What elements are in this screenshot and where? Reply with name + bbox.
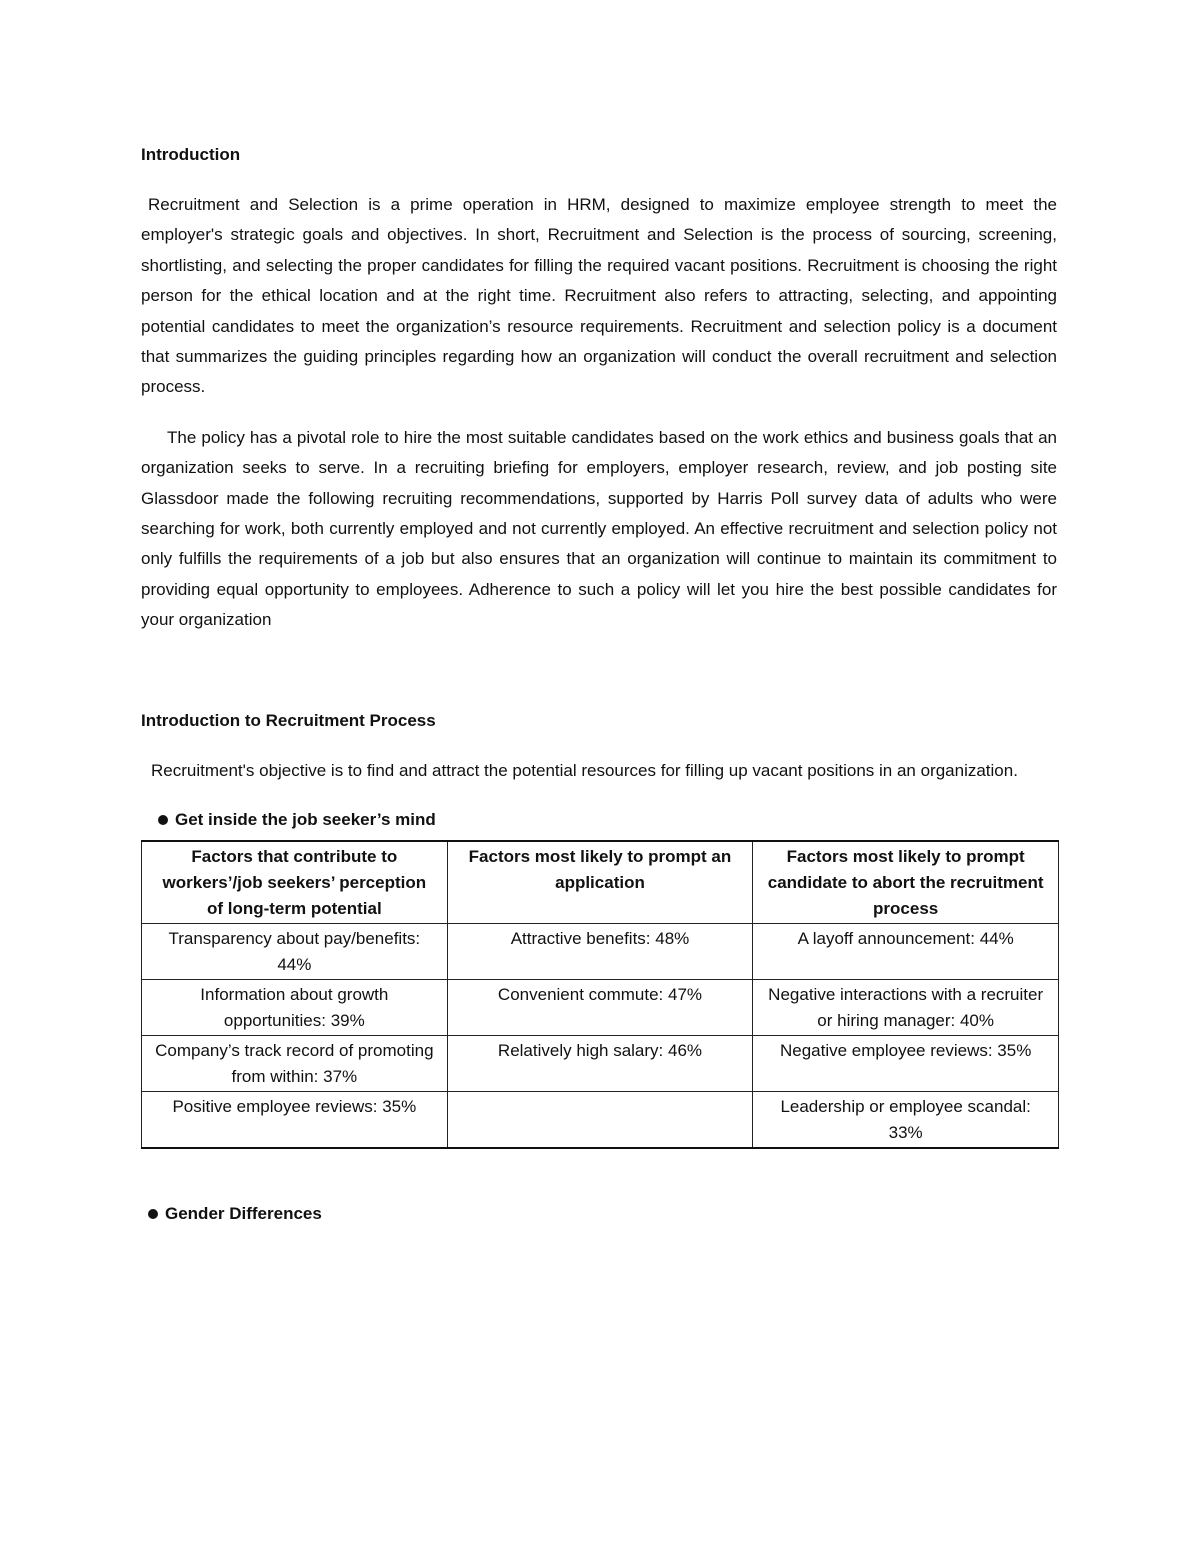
table-header-cell: Factors that contribute to workers’/job seekers’ perception of long-term potential <box>142 841 448 924</box>
table-cell <box>447 1092 753 1149</box>
bullet-label: Get inside the job seeker’s mind <box>175 810 436 830</box>
table-header-cell: Factors most likely to prompt an application <box>447 841 753 924</box>
bullet-dot-icon <box>148 1209 158 1219</box>
intro-paragraph-2: The policy has a pivotal role to hire the most suitable candidates based on the work ethics and business goals that an organization seeks to serve. In a recruiting briefing for employers, employer research, review, and job posting site Glassdoor made the following recruiting recommendations, supported by Harris Poll survey data of adults who were searching for work, both currently employed and not currently employed. An effective recruitment and selection policy not only fulfills the requirements of a job but also ensures that an organization will continue to maintain its commitment to providing equal opportunity to employees. Adherence to such a policy will let you hire the best possible candidates for your organization <box>141 427 1057 630</box>
table-row <box>142 924 1059 980</box>
bullet-label: Gender Differences <box>165 1204 322 1224</box>
table-cell: Negative employee reviews: 35% <box>753 1036 1059 1092</box>
table-row <box>142 1036 1059 1092</box>
table-cell: Company’s track record of promoting from within: 37% <box>142 1036 448 1092</box>
table-cell: Leadership or employee scandal: 33% <box>753 1092 1059 1149</box>
recruitment-process-heading: Introduction to Recruitment Process <box>141 710 436 730</box>
bullet-gender-differences <box>141 1199 1057 1229</box>
table-cell: Positive employee reviews: 35% <box>142 1092 448 1149</box>
intro-heading: Introduction <box>141 145 241 164</box>
table-header-row <box>142 841 1059 924</box>
table-cell: A layoff announcement: 44% <box>753 924 1059 980</box>
table-cell: Transparency about pay/benefits: 44% <box>142 924 448 980</box>
factors-table <box>141 840 1059 1149</box>
table-cell: Negative interactions with a recruiter or hiring manager: 40% <box>753 980 1059 1036</box>
table-row <box>142 1092 1059 1149</box>
intro-paragraph-1: Recruitment and Selection is a prime operation in HRM, designed to maximize employee strength to meet the employer's strategic goals and objectives. In short, Recruitment and Selection is the process of sourcing, screening, shortlisting, and selecting the proper candidates for filling the required vacant positions. Recruitment is choosing the right person for the ethical location and at the right time. Recruitment also refers to attracting, selecting, and appointing potential candidates to meet the organization’s resource requirements. Recruitment and selection policy is a document that summarizes the guiding principles regarding how an organization will conduct the overall recruitment and selection process. <box>141 195 1057 397</box>
table-cell: Relatively high salary: 46% <box>447 1036 753 1092</box>
bullet-job-seeker-mind <box>141 805 1057 835</box>
table-header-cell: Factors most likely to prompt candidate to abort the recruitment process <box>753 841 1059 924</box>
recruitment-process-paragraph: Recruitment's objective is to find and attract the potential resources for filling up vacant positions in an organization. <box>151 760 1018 780</box>
table-row <box>142 980 1059 1036</box>
table-cell: Attractive benefits: 48% <box>447 924 753 980</box>
bullet-dot-icon <box>158 815 168 825</box>
table-cell: Information about growth opportunities: 39% <box>142 980 448 1036</box>
table-cell: Convenient commute: 47% <box>447 980 753 1036</box>
document-page <box>141 140 1057 1229</box>
